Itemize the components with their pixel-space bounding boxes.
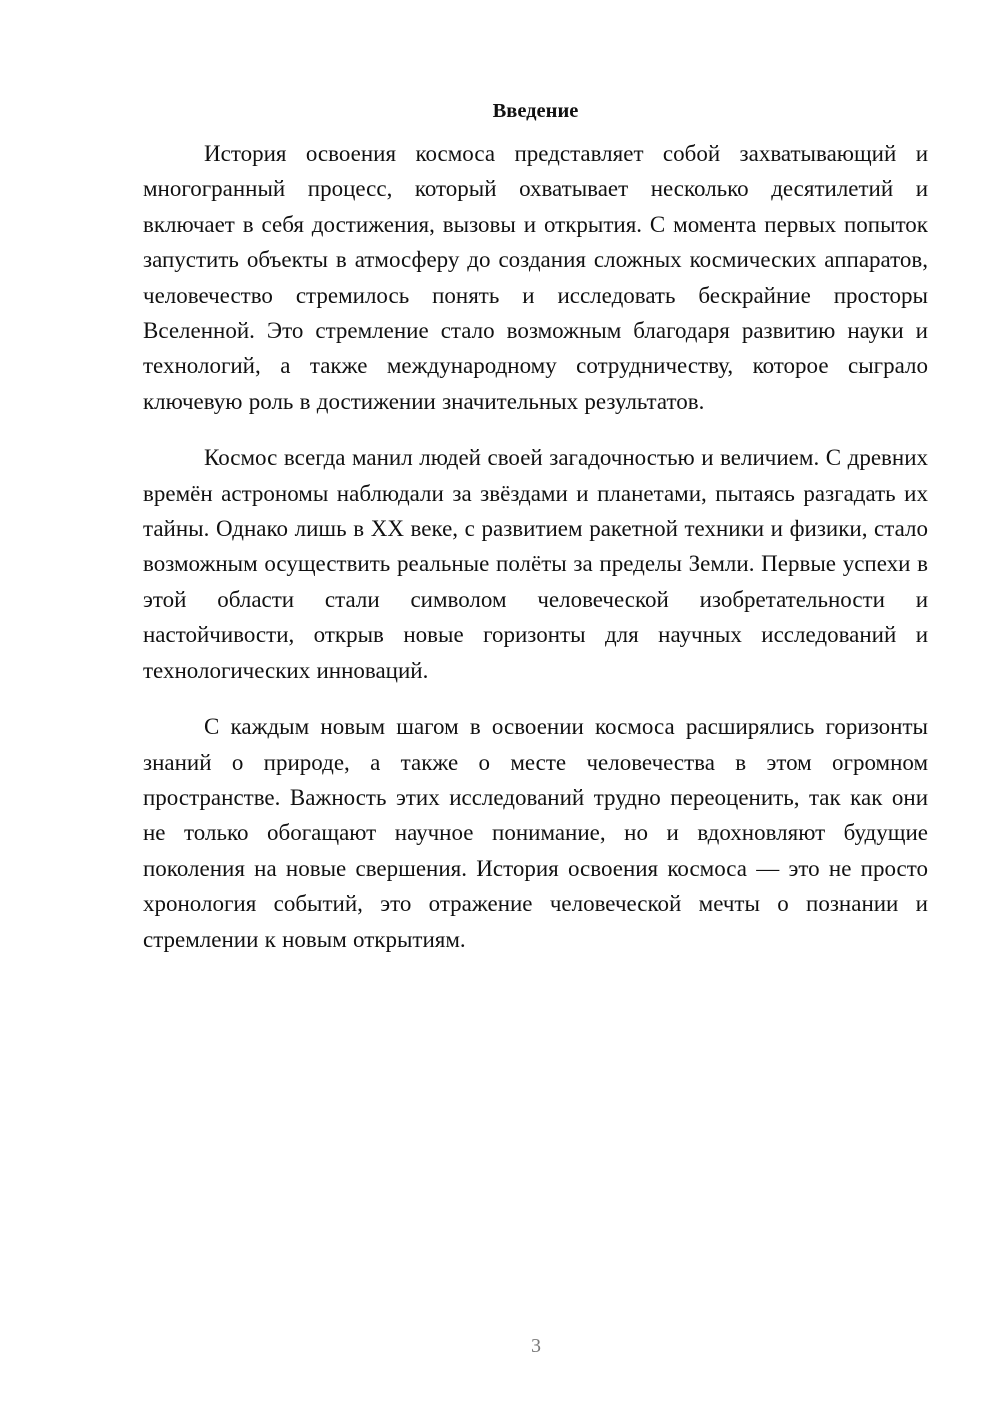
page-content [143,96,928,978]
paragraph-1: История освоения космоса представляет собой захватывающий и многогранный процесс, который охватывает несколько десятилетий и включает в себя достижения, вызовы и открытия. С момента первых попыток запустить объекты в атмосферу до создания сложных космических аппаратов, человечество стремилось понять и исследовать бескрайние просторы Вселенной. Это стремление стало возможным благодаря развитию науки и технологий, а также международному сотрудничеству, которое сыграло ключевую роль в достижении значительных результатов. [143,141,928,414]
page-number: 3 [531,1335,541,1357]
paragraph-2: Космос всегда манил людей своей загадочностью и величием. С древних времён астрономы наблюдали за звёздами и планетами, пытаясь разгадать их тайны. Однако лишь в XX веке, с развитием ракетной техники и физики, стало возможным осуществить реальные полёты за пределы Земли. Первые успехи в этой области стали символом человеческой изобретательности и настойчивости, открыв новые горизонты для научных исследований и технологических инноваций. [143,445,928,683]
section-heading: Введение [492,100,579,122]
paragraph-3: С каждым новым шагом в освоении космоса расширялись горизонты знаний о природе, а также о месте человечества в этом огромном пространстве. Важность этих исследований трудно переоценить, так как они не только обогащают научное понимание, но и вдохновляют будущие поколения на новые свершения. История освоения космоса — это не просто хронология событий, это отражение человеческой мечты о познании и стремлении к новым открытиям. [143,714,928,952]
